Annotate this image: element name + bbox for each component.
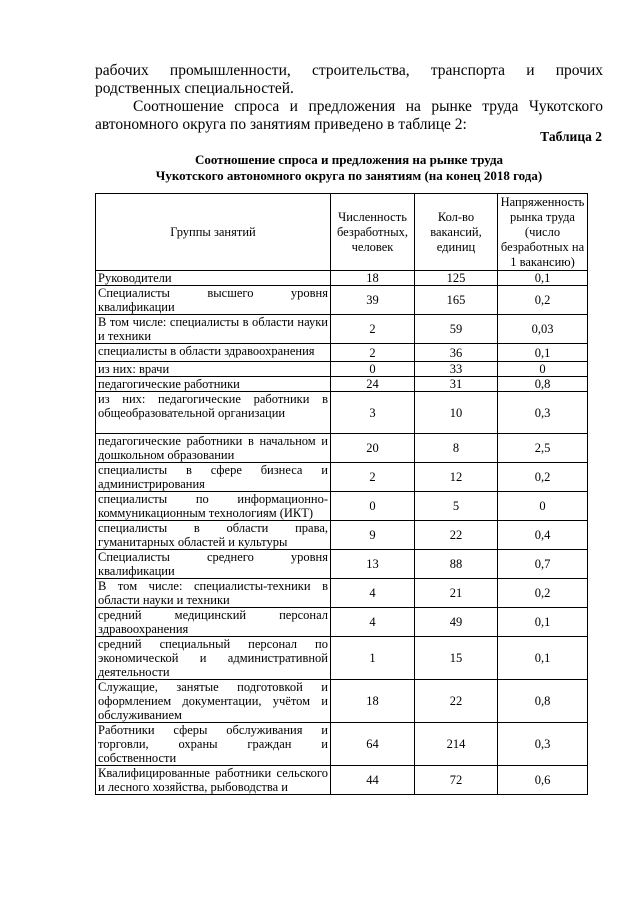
table-row (96, 392, 588, 434)
cell-tension: 0,3 (498, 392, 588, 434)
cell-group-name: специалисты в сфере бизнеса и администрирования (96, 463, 331, 492)
occupation-table (95, 193, 588, 795)
cell-unemployed: 24 (331, 377, 415, 392)
header-vacancies: Кол-во вакансий, единиц (415, 194, 498, 271)
cell-tension: 0,1 (498, 344, 588, 362)
table-row (96, 315, 588, 344)
cell-tension: 0,4 (498, 521, 588, 550)
cell-group-name: из них: врачи (96, 362, 331, 377)
cell-unemployed: 2 (331, 315, 415, 344)
cell-tension: 0,2 (498, 463, 588, 492)
cell-unemployed: 0 (331, 492, 415, 521)
intro-paragraph-end: рабочих промышленности, строительства, транспорта и прочих родственных специальностей. (95, 62, 603, 97)
cell-vacancies: 49 (415, 608, 498, 637)
cell-tension: 0,1 (498, 637, 588, 680)
cell-tension: 0 (498, 362, 588, 377)
cell-group-name: педагогические работники (96, 377, 331, 392)
cell-unemployed: 3 (331, 392, 415, 434)
cell-tension: 0,1 (498, 608, 588, 637)
cell-vacancies: 15 (415, 637, 498, 680)
table-row (96, 271, 588, 286)
cell-tension: 0,8 (498, 377, 588, 392)
table-header-row (96, 194, 588, 271)
cell-tension: 0,3 (498, 723, 588, 766)
cell-tension: 0,2 (498, 579, 588, 608)
header-tension: Напряженность рынка труда (число безработных на 1 вакансию) (498, 194, 588, 271)
table-row (96, 608, 588, 637)
cell-tension: 0,1 (498, 271, 588, 286)
cell-vacancies: 8 (415, 434, 498, 463)
cell-unemployed: 64 (331, 723, 415, 766)
header-group: Группы занятий (96, 194, 331, 271)
cell-group-name: специалисты в области права, гуманитарных областей и культуры (96, 521, 331, 550)
cell-vacancies: 125 (415, 271, 498, 286)
table-row (96, 434, 588, 463)
cell-tension: 0 (498, 492, 588, 521)
cell-vacancies: 59 (415, 315, 498, 344)
cell-vacancies: 72 (415, 766, 498, 795)
cell-vacancies: 5 (415, 492, 498, 521)
cell-unemployed: 20 (331, 434, 415, 463)
cell-unemployed: 18 (331, 680, 415, 723)
table-row (96, 463, 588, 492)
cell-unemployed: 9 (331, 521, 415, 550)
table-body (96, 271, 588, 795)
cell-vacancies: 165 (415, 286, 498, 315)
cell-vacancies: 214 (415, 723, 498, 766)
cell-unemployed: 44 (331, 766, 415, 795)
table-row (96, 521, 588, 550)
cell-vacancies: 21 (415, 579, 498, 608)
cell-tension: 2,5 (498, 434, 588, 463)
cell-vacancies: 33 (415, 362, 498, 377)
table-title-line-1: Соотношение спроса и предложения на рынке труда (194, 152, 504, 167)
cell-unemployed: 18 (331, 271, 415, 286)
cell-vacancies: 12 (415, 463, 498, 492)
cell-unemployed: 0 (331, 362, 415, 377)
cell-tension: 0,6 (498, 766, 588, 795)
cell-group-name: Руководители (96, 271, 331, 286)
header-unemployed: Численность безработных, человек (331, 194, 415, 271)
cell-group-name: В том числе: специалисты-техники в области науки и техники (96, 579, 331, 608)
cell-group-name: Специалисты высшего уровня квалификации (96, 286, 331, 315)
table-row (96, 579, 588, 608)
cell-vacancies: 10 (415, 392, 498, 434)
cell-group-name: Квалифицированные работники сельского и лесного хозяйства, рыбоводства и (96, 766, 331, 795)
cell-group-name: средний специальный персонал по экономической и административной деятельности (96, 637, 331, 680)
table-label: Таблица 2 (540, 129, 602, 144)
cell-vacancies: 88 (415, 550, 498, 579)
cell-tension: 0,7 (498, 550, 588, 579)
cell-group-name: Служащие, занятые подготовкой и оформлением документации, учётом и обслуживанием (96, 680, 331, 723)
table-row (96, 550, 588, 579)
cell-unemployed: 2 (331, 463, 415, 492)
cell-vacancies: 36 (415, 344, 498, 362)
cell-group-name: Работники сферы обслуживания и торговли, охраны граждан и собственности (96, 723, 331, 766)
cell-group-name: Специалисты среднего уровня квалификации (96, 550, 331, 579)
cell-tension: 0,8 (498, 680, 588, 723)
cell-group-name: специалисты по информационно-коммуникационным технологиям (ИКТ) (96, 492, 331, 521)
cell-unemployed: 1 (331, 637, 415, 680)
table-row (96, 723, 588, 766)
cell-vacancies: 31 (415, 377, 498, 392)
cell-group-name: средний медицинский персонал здравоохранения (96, 608, 331, 637)
table-row (96, 680, 588, 723)
cell-tension: 0,03 (498, 315, 588, 344)
cell-unemployed: 2 (331, 344, 415, 362)
cell-vacancies: 22 (415, 680, 498, 723)
table-title-line-2: Чукотского автономного округа по занятиям (на конец 2018 года) (155, 168, 543, 183)
intro-paragraph: Соотношение спроса и предложения на рынке труда Чукотского автономного округа по занятиям приведено в таблице 2: (95, 98, 603, 133)
cell-unemployed: 4 (331, 579, 415, 608)
cell-vacancies: 22 (415, 521, 498, 550)
cell-group-name: из них: педагогические работники в общеобразовательной организации (96, 392, 331, 434)
table-row (96, 362, 588, 377)
cell-unemployed: 13 (331, 550, 415, 579)
cell-group-name: В том числе: специалисты в области науки и техники (96, 315, 331, 344)
cell-unemployed: 4 (331, 608, 415, 637)
table-row (96, 766, 588, 795)
cell-group-name: специалисты в области здравоохранения (96, 344, 331, 362)
cell-unemployed: 39 (331, 286, 415, 315)
cell-group-name: педагогические работники в начальном и дошкольном образовании (96, 434, 331, 463)
table-row (96, 344, 588, 362)
cell-tension: 0,2 (498, 286, 588, 315)
table-row (96, 637, 588, 680)
table-row (96, 377, 588, 392)
table-row (96, 492, 588, 521)
table-title (95, 152, 603, 184)
table-row (96, 286, 588, 315)
